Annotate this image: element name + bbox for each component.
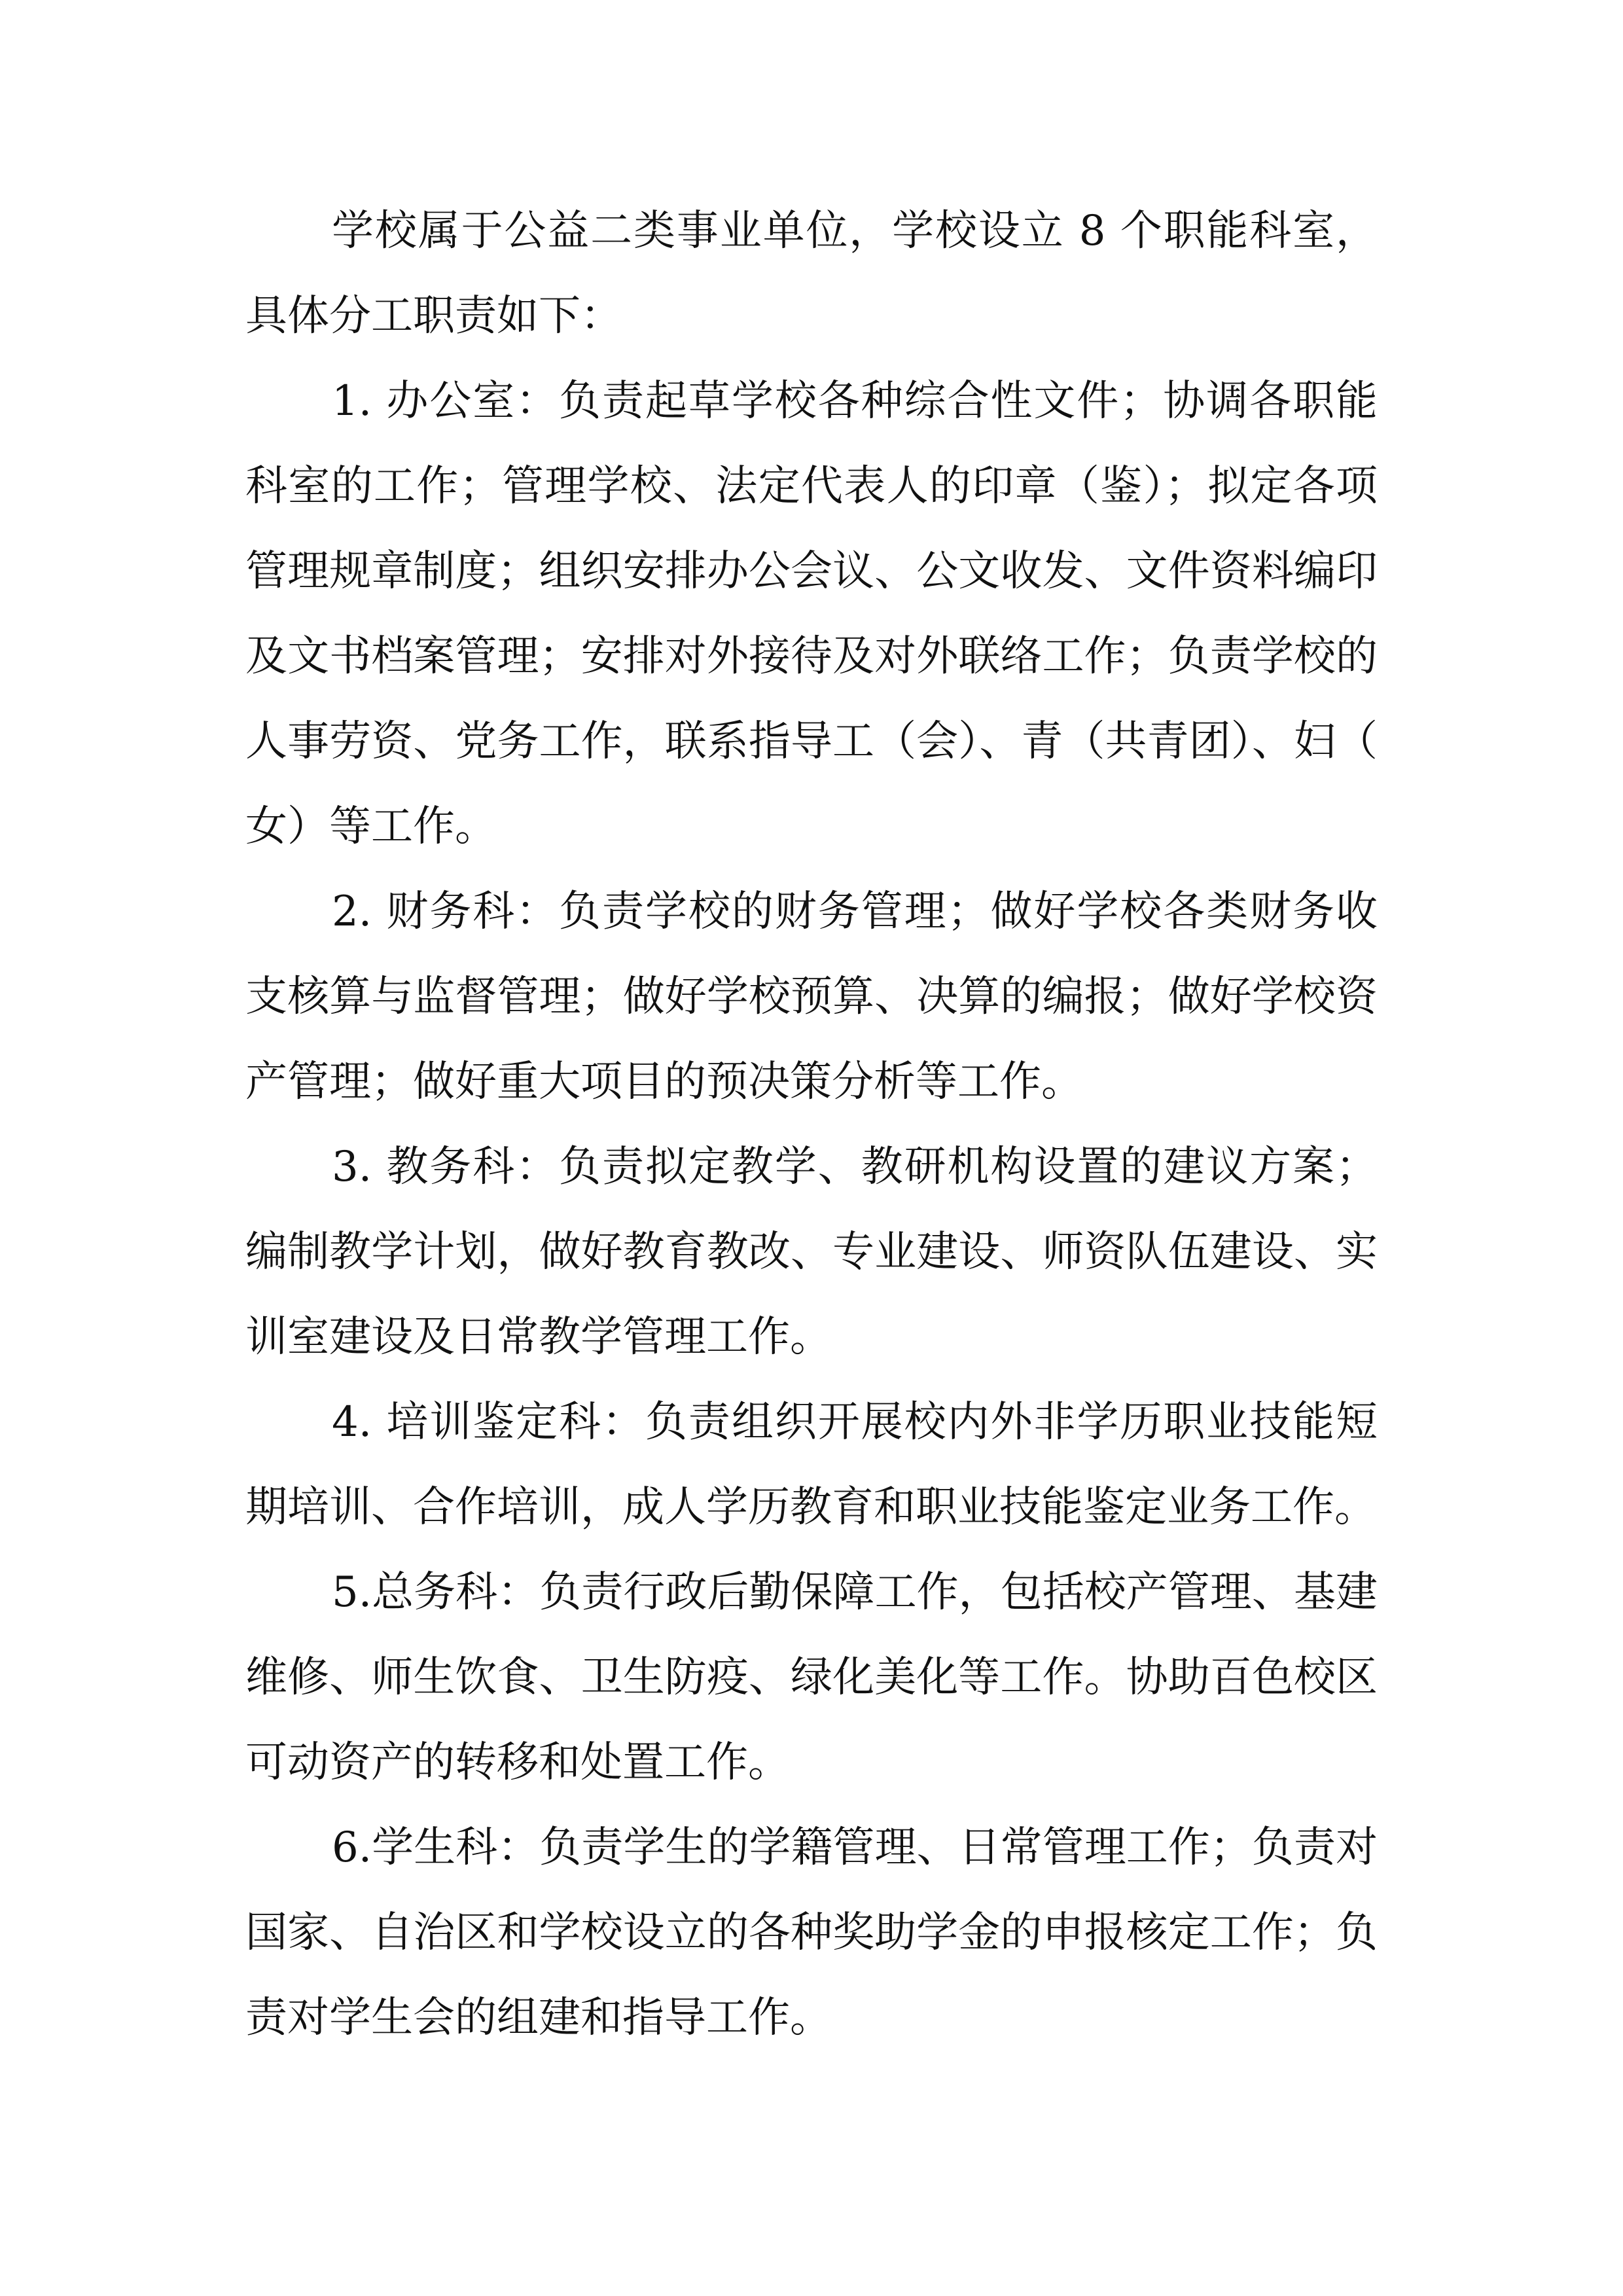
document-body (245, 188, 1378, 2060)
finance-paragraph: 2. 财务科：负责学校的财务管理；做好学校各类财务收支核算与监督管理；做好学校预算、决算的编报；做好学校资产管理；做好重大项目的预决策分析等工作。 (245, 888, 1378, 1106)
general-affairs-paragraph: 5.总务科：负责行政后勤保障工作，包括校产管理、基建维修、师生饮食、卫生防疫、绿化美化等工作。协助百色校区可动资产的转移和处置工作。 (245, 1568, 1378, 1787)
office-paragraph: 1. 办公室：负责起草学校各种综合性文件；协调各职能科室的工作；管理学校、法定代表人的印章（鉴）；拟定各项管理规章制度；组织安排办公会议、公文收发、文件资料编印及文书档案管理；安排对外接待及对外联络工作；负责学校的人事劳资、党务工作，联系指导工（会）、青（共青团）、妇（女）等工作。 (245, 377, 1378, 851)
student-affairs-paragraph: 6.学生科：负责学生的学籍管理、日常管理工作；负责对国家、自治区和学校设立的各种奖助学金的申报核定工作；负责对学生会的组建和指导工作。 (245, 1823, 1378, 2042)
training-appraisal-paragraph: 4. 培训鉴定科：负责组织开展校内外非学历职业技能短期培训、合作培训，成人学历教育和职业技能鉴定业务工作。 (245, 1398, 1378, 1532)
intro-paragraph: 学校属于公益二类事业单位，学校设立 8 个职能科室，具体分工职责如下： (245, 207, 1378, 340)
academic-affairs-paragraph: 3. 教务科：负责拟定教学、教研机构设置的建议方案；编制教学计划，做好教育教改、专业建设、师资队伍建设、实训室建设及日常教学管理工作。 (245, 1143, 1378, 1361)
